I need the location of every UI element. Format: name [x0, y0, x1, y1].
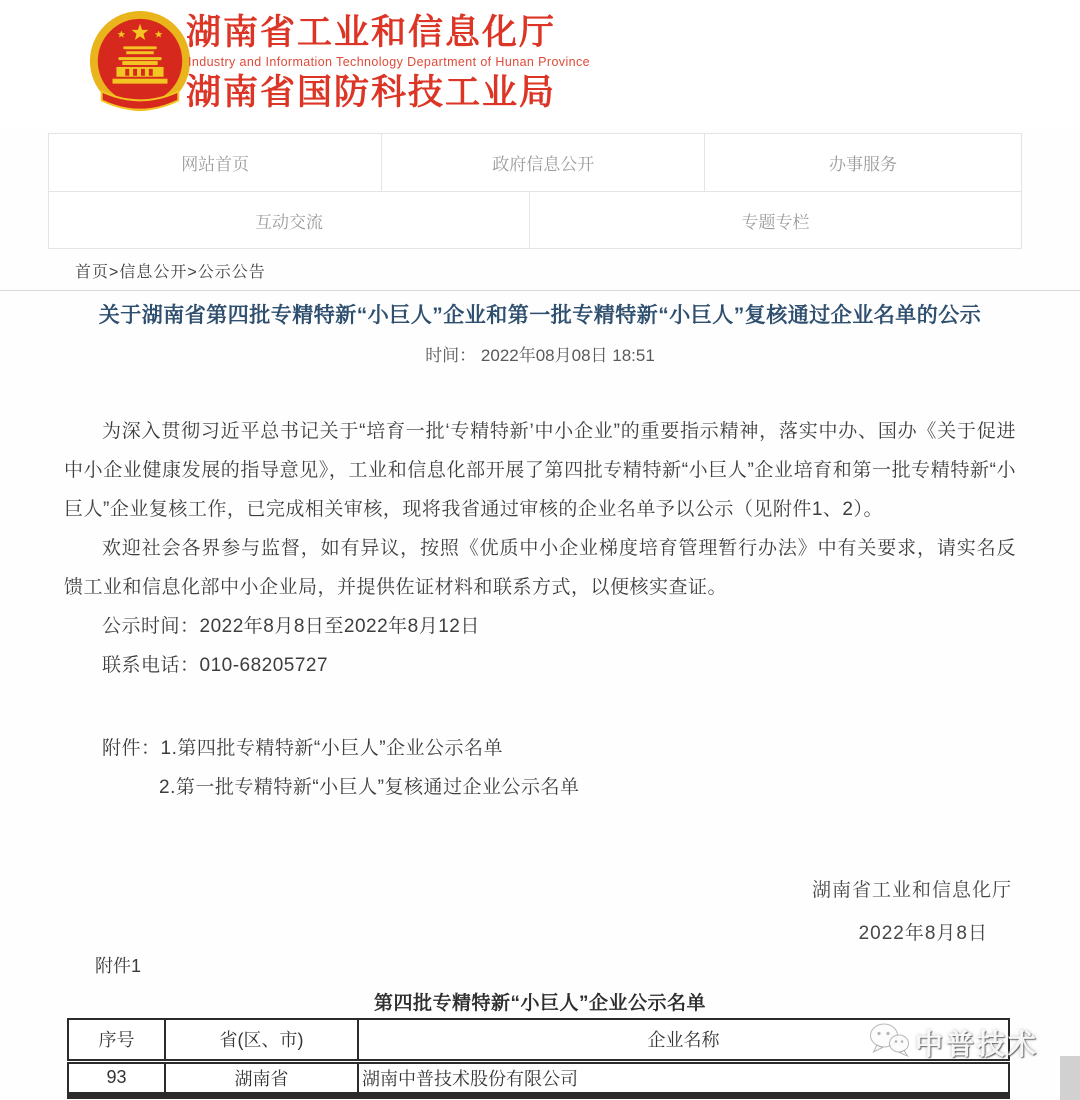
nav-row-top	[49, 134, 1021, 191]
divider-line	[0, 290, 1080, 291]
scan-artifact	[1060, 1056, 1080, 1100]
nav-item-home[interactable]: 网站首页	[49, 134, 382, 191]
national-emblem-logo	[86, 8, 194, 120]
nav-item-interaction[interactable]: 互动交流	[49, 192, 530, 248]
masthead-text	[186, 13, 590, 113]
table-row	[68, 1061, 1009, 1095]
main-nav	[48, 133, 1022, 249]
nav-item-special-topics[interactable]: 专题专栏	[741, 212, 810, 232]
col-header-company: 企业名称	[358, 1019, 1009, 1061]
annex-table-title: 第四批专精特新“小巨人”企业公示名单	[373, 993, 706, 1014]
nav-row-bottom	[49, 191, 1021, 248]
attachment-item-2[interactable]: 2.第一批专精特新“小巨人”复核通过企业公示名单	[159, 777, 580, 798]
org-name-english: Industry and Information Technology Department of Hunan Province	[188, 55, 590, 69]
paragraph-2: 欢迎社会各界参与监督，如有异议，按照《优质中小企业梯度培育管理暂行办法》中有关要求，请实名反馈工业和信息化部中小企业局，并提供佐证材料和联系方式，以便核实查证。	[64, 538, 1016, 598]
article-title: 关于湖南省第四批专精特新“小巨人”企业和第一批专精特新“小巨人”复核通过企业名单的公示	[98, 304, 982, 327]
org-name-secondary: 湖南省国防科技工业局	[186, 73, 557, 112]
site-header	[0, 0, 1080, 130]
watermark-text: 中普技术	[915, 1028, 1040, 1060]
col-header-province: 省(区、市)	[165, 1019, 358, 1061]
nav-item-services[interactable]: 办事服务	[829, 155, 898, 174]
annex-label: 附件1	[95, 956, 142, 976]
contact-phone: 联系电话：010-68205727	[102, 655, 329, 676]
breadcrumb[interactable]: 首页>信息公开>公示公告	[75, 264, 266, 281]
org-name-primary: 湖南省工业和信息化厅	[186, 13, 557, 52]
signature-date: 2022年8月8日	[858, 923, 988, 944]
nav-item-gov-info[interactable]: 政府信息公开	[382, 134, 705, 191]
article-body	[64, 412, 1016, 807]
article-timestamp: 时间： 2022年08月08日 18:51	[425, 346, 655, 365]
col-header-index: 序号	[68, 1019, 165, 1061]
attachments-block	[64, 729, 1016, 807]
attachment-line-1	[64, 729, 1016, 768]
paragraph-1: 为深入贯彻习近平总书记关于“培育一批‘专精特新’中小企业”的重要指示精神，落实中办、国办《关于促进中小企业健康发展的指导意见》，工业和信息化部开展了第四批专精特新“小巨人”企业培育和第一批专精特新“小巨人”企业复核工作，已完成相关审核，现将我省通过审核的企业名单予以公示（见附件1、2）。	[64, 421, 1016, 520]
signature-org: 湖南省工业和信息化厅	[811, 880, 1012, 901]
cell-company: 湖南中普技术股份有限公司	[358, 1061, 1009, 1095]
attachment-line-2	[64, 768, 1016, 807]
cell-index: 93	[68, 1061, 165, 1095]
enterprise-table	[67, 1018, 1010, 1099]
cell-province: 湖南省	[165, 1061, 358, 1095]
attachments-label: 附件：	[102, 738, 161, 759]
table-header-row	[68, 1019, 1009, 1061]
publish-period: 公示时间：2022年8月8日至2022年8月12日	[102, 616, 480, 637]
attachment-item-1[interactable]: 1.第四批专精特新“小巨人”企业公示名单	[160, 738, 504, 759]
